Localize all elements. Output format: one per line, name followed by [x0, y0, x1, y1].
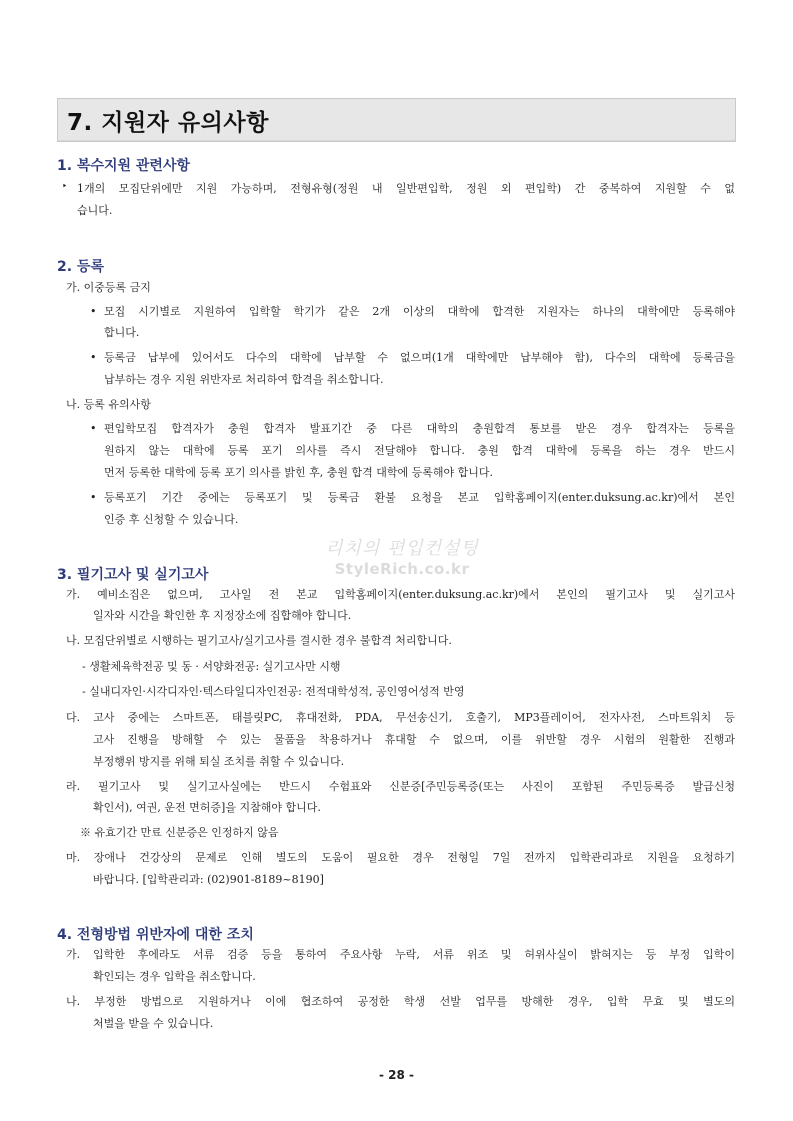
s3-na-dash1: - 생활체육학전공 및 동 · 서양화전공: 실기고사만 시행	[82, 660, 341, 673]
s2-a-bullet2-line2: 납부하는 경우 지원 위반자로 처리하여 합격을 취소합니다.	[104, 373, 384, 386]
section-heading-1: 1. 복수지원 관련사항	[57, 158, 190, 174]
s3-da-line3: 부정행위 방지를 위해 퇴실 조치를 취할 수 있습니다.	[93, 755, 345, 768]
s2-b-bullet1-line3: 먼저 등록한 대학에 등록 포기 의사를 밝힌 후, 충원 합격 대학에 등록해야 합니다.	[104, 466, 493, 479]
bullet-icon: •	[90, 491, 97, 504]
s3-ma-line2: 바랍니다. [입학관리과: (02)901-8189~8190]	[93, 873, 324, 886]
s3-ga-line2: 일자와 시간을 확인한 후 지정장소에 집합해야 합니다.	[93, 609, 352, 622]
s3-ra-line1: 라. 필기고사 및 실기고사실에는 반드시 수험표와 신분증[주민등록증(또는 사진이 포함된 주민등록증 발급신청	[66, 780, 735, 793]
s2-subheading-b: 나. 등록 유의사항	[66, 398, 151, 411]
s3-ra-line2: 확인서), 여권, 운전 면허증]을 지참해야 합니다.	[93, 801, 321, 814]
bullet-icon: •	[90, 305, 97, 318]
s4-na-line2: 처벌을 받을 수 있습니다.	[93, 1017, 214, 1030]
s3-da-line2: 고사 진행을 방해할 수 있는 물품을 착용하거나 휴대할 수 없으며, 이를 위반할 경우 시험의 원활한 진행과	[93, 733, 735, 746]
watermark-line2: StyleRich.co.kr	[334, 560, 470, 578]
s3-na-dash2: - 실내디자인·시각디자인·텍스타일디자인전공: 전적대학성적, 공인영어성적 반영	[82, 685, 465, 698]
arrow-bullet-icon: ‣	[62, 182, 68, 192]
page-title-box	[57, 98, 736, 142]
s3-ma-line1: 마. 장애나 건강상의 문제로 인해 별도의 도움이 필요한 경우 전형일 7일 전까지 입학관리과로 지원을 요청하기	[66, 851, 735, 864]
s4-na-line1: 나. 부정한 방법으로 지원하거나 이에 협조하여 공정한 학생 선발 업무를 방해한 경우, 입학 무효 및 별도의	[66, 995, 735, 1008]
s2-b-bullet1-line2: 원하지 않는 대학에 등록 포기 의사를 즉시 전달해야 합니다. 충원 합격 대학에 등록을 하는 경우 반드시	[104, 444, 735, 457]
bullet-icon: •	[90, 351, 97, 364]
bullet-icon: •	[90, 422, 97, 435]
s2-a-bullet1-line1: 모집 시기별로 지원하여 입학할 학기가 같은 2개 이상의 대학에 합격한 지원자는 하나의 대학에만 등록해야	[104, 305, 735, 318]
watermark-line1: 리치의 편입컨설팅	[325, 538, 479, 559]
s2-a-bullet1-line2: 합니다.	[104, 326, 140, 339]
s4-ga-line2: 확인되는 경우 입학을 취소합니다.	[93, 970, 256, 983]
s3-ga-line1: 가. 예비소집은 없으며, 고사일 전 본교 입학홈페이지(enter.duksung.ac.kr)에서 본인의 필기고사 및 실기고사	[66, 588, 735, 601]
watermark-logo	[322, 534, 482, 578]
page-title: 7. 지원자 유의사항	[67, 110, 269, 136]
s1-bullet-line1: 1개의 모집단위에만 지원 가능하며, 전형유형(정원 내 일반편입학, 정원 외 편입학) 간 중복하여 지원할 수 없	[77, 182, 735, 195]
section-heading-2: 2. 등록	[57, 259, 104, 275]
s4-ga-line1: 가. 입학한 후에라도 서류 검증 등을 통하여 주요사항 누락, 서류 위조 및 허위사실이 밝혀지는 등 부정 입학이	[66, 948, 735, 961]
section-heading-4: 4. 전형방법 위반자에 대한 조치	[57, 927, 254, 943]
s2-b-bullet1-line1: 편입학모집 합격자가 충원 합격자 발표기간 중 다른 대학의 충원합격 통보를 받은 경우 합격자는 등록을	[104, 422, 735, 435]
page-number: - 28 -	[378, 1068, 414, 1082]
s2-b-bullet2-line2: 인증 후 신청할 수 있습니다.	[104, 513, 239, 526]
section-heading-3: 3. 필기고사 및 실기고사	[57, 567, 209, 583]
s3-ra-note: ※ 유효기간 만료 신분증은 인정하지 않음	[80, 826, 279, 839]
s1-bullet-line2: 습니다.	[77, 204, 113, 217]
s2-subheading-a: 가. 이중등록 금지	[66, 281, 151, 294]
s3-na-line1: 나. 모집단위별로 시행하는 필기고사/실기고사를 결시한 경우 불합격 처리합니다.	[66, 634, 452, 647]
s2-a-bullet2-line1: 등록금 납부에 있어서도 다수의 대학에 납부할 수 없으며(1개 대학에만 납부해야 함), 다수의 대학에 등록금을	[104, 351, 735, 364]
s3-da-line1: 다. 고사 중에는 스마트폰, 태블릿PC, 휴대전화, PDA, 무선송신기, 호출기, MP3플레이어, 전자사전, 스마트워치 등	[66, 711, 735, 724]
s2-b-bullet2-line1: 등록포기 기간 중에는 등록포기 및 등록금 환불 요청을 본교 입학홈페이지(enter.duksung.ac.kr)에서 본인	[104, 491, 735, 504]
